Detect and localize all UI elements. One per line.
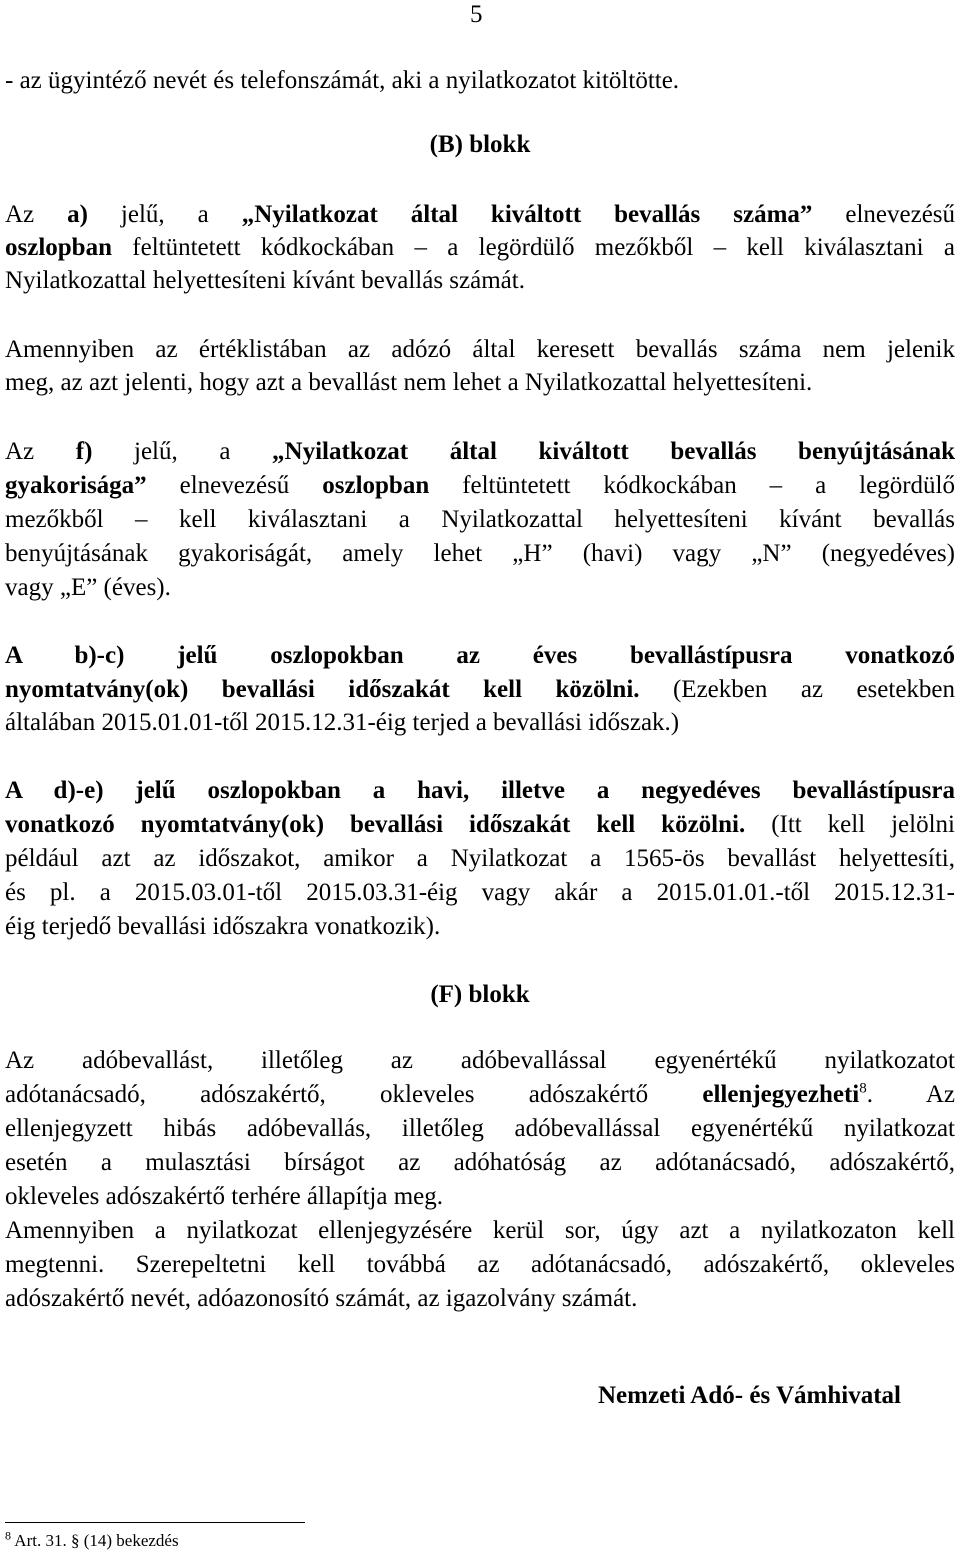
- text-line: [5, 1078, 955, 1112]
- text-line: éig terjedő bevallási időszakra vonatkozik).: [5, 913, 441, 940]
- bold-text: gyakorisága”: [5, 472, 147, 499]
- text-line: Amennyiben az értéklistában az adózó által keresett bevallás száma nem jelenik: [5, 336, 955, 363]
- bold-text: a): [67, 201, 88, 228]
- text: adótanácsadó, adószakértő, okleveles adószakértő: [5, 1081, 649, 1108]
- text: (Itt kell jelölni: [771, 811, 955, 838]
- footnote-separator: [5, 1522, 305, 1523]
- text: (Ezekben az esetekben: [672, 676, 956, 703]
- text-line: megtenni. Szerepeltetni kell továbbá az adótanácsadó, adószakértő, okleveles: [5, 1251, 955, 1278]
- text-line: esetén a mulasztási bírságot az adóhatóság az adótanácsadó, adószakértő,: [5, 1149, 955, 1176]
- text-line: [5, 673, 955, 707]
- text-line: általában 2015.01.01-től 2015.12.31-éig terjed a bevallási időszak.): [5, 709, 680, 736]
- block-b-title: (B) blokk: [429, 131, 531, 158]
- text-line: meg, az azt jelenti, hogy azt a bevallást nem lehet a Nyilatkozattal helyettesíteni.: [5, 369, 813, 396]
- text-line: benyújtásának gyakoriságát, amely lehet „H” (havi) vagy „N” (negyedéves): [5, 540, 955, 567]
- intro-list-item: - az ügyintéző nevét és telefonszámát, aki a nyilatkozatot kitöltötte.: [5, 67, 680, 94]
- text: jelű, a: [134, 438, 231, 465]
- page-number: 5: [470, 1, 483, 28]
- text-line: Amennyiben a nyilatkozat ellenjegyzésére kerül sor, úgy azt a nyilatkozaton kell: [5, 1217, 955, 1244]
- text-line: Nyilatkozattal helyettesíteni kívánt bevallás számát.: [5, 267, 525, 294]
- bold-text: f): [75, 438, 93, 465]
- text: . Az: [866, 1081, 955, 1108]
- footnote-reference: 8: [859, 1080, 867, 1097]
- footnote-text: Art. 31. § (14) bekezdés: [11, 1531, 179, 1550]
- bold-text: ellenjegyezheti: [702, 1081, 860, 1108]
- text-line: [5, 198, 955, 232]
- signature: Nemzeti Adó- és Vámhivatal: [598, 1382, 901, 1409]
- text-line: [5, 469, 955, 503]
- text: Az: [5, 438, 35, 465]
- text-line: vagy „E” (éves).: [5, 574, 171, 601]
- footnote-number: 8: [5, 1528, 11, 1543]
- text: elnevezésű: [179, 472, 290, 499]
- bold-text: oszlopban: [5, 234, 112, 261]
- text-line: [5, 435, 955, 469]
- bold-text: nyomtatvány(ok) bevallási időszakát kell közölni.: [5, 676, 640, 703]
- text: feltüntetett kódkockában – a legördülő: [462, 472, 955, 499]
- text-line: A d)-e) jelű oszlopokban a havi, illetve a negyedéves bevallástípusra: [5, 777, 955, 804]
- footnote: [5, 1529, 179, 1553]
- text-line: A b)-c) jelű oszlopokban az éves bevallástípusra vonatkozó: [5, 642, 955, 669]
- bold-text: oszlopban: [322, 472, 430, 499]
- text: elnevezésű: [845, 201, 956, 228]
- text-line: okleveles adószakértő terhére állapítja meg.: [5, 1183, 443, 1210]
- bold-text: „Nyilatkozat által kiváltott bevallás száma”: [241, 201, 813, 228]
- text: [702, 1081, 955, 1108]
- text-line: és pl. a 2015.03.01-től 2015.03.31-éig vagy akár a 2015.01.01.-től 2015.12.31-: [5, 879, 955, 906]
- bold-text: „Nyilatkozat által kiváltott bevallás benyújtásának: [272, 438, 956, 465]
- text: feltüntetett kódkockában – a legördülő mezőkből – kell kiválasztani a: [132, 234, 955, 261]
- text-line: adószakértő nevét, adóazonosító számát, az igazolvány számát.: [5, 1285, 638, 1312]
- text-line: például azt az időszakot, amikor a Nyilatkozat a 1565-ös bevallást helyettesíti,: [5, 845, 955, 872]
- text-line: Az adóbevallást, illetőleg az adóbevallással egyenértékű nyilatkozatot: [5, 1047, 955, 1074]
- block-f-title: (F) blokk: [430, 981, 530, 1008]
- text-line: [5, 231, 955, 265]
- text-line: [5, 808, 955, 842]
- text: jelű, a: [120, 201, 209, 228]
- text-line: mezőkből – kell kiválasztani a Nyilatkozattal helyettesíteni kívánt bevallás: [5, 506, 955, 533]
- text: Az: [5, 201, 35, 228]
- text-line: ellenjegyzett hibás adóbevallás, illetőleg adóbevallással egyenértékű nyilatkozat: [5, 1115, 955, 1142]
- bold-text: vonatkozó nyomtatvány(ok) bevallási időszakát kell közölni.: [5, 811, 746, 838]
